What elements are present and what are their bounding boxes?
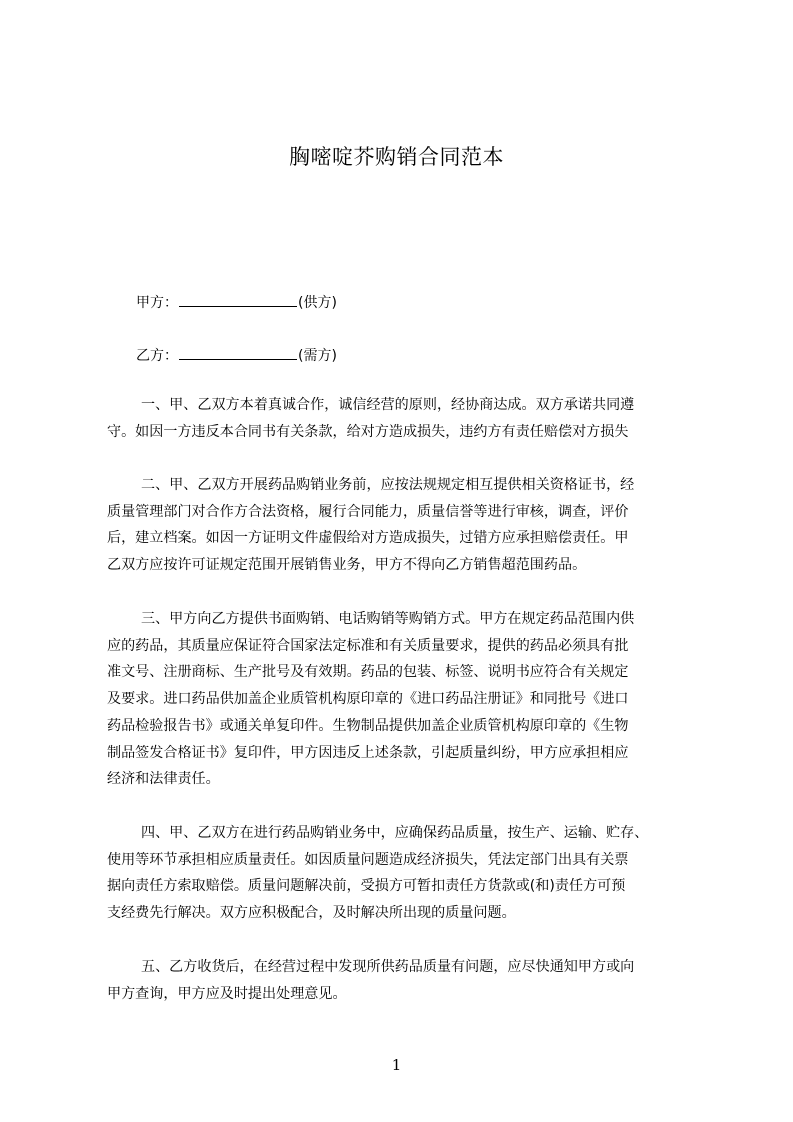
party-a-line — [136, 292, 337, 312]
party-b-blank — [179, 347, 297, 360]
clause-line: 二、甲、乙双方开展药品购销业务前，应按法规规定相互提供相关资格证书，经 — [141, 477, 635, 493]
clause-line: 支经费先行解决。双方应积极配合，及时解决所出现的质量问题。 — [107, 905, 516, 922]
clause-line: 一、甲、乙双方本着真诚合作，诚信经营的原则，经协商达成。双方承诺共同遵 — [141, 397, 635, 413]
page-number: 1 — [391, 1056, 402, 1074]
clause-line: 质量管理部门对合作方合法资格，履行合同能力，质量信誉等进行审核，调查，评价 — [107, 503, 629, 520]
clause-line: 及要求。进口药品供加盖企业质管机构原印章的《进口药品注册证》和同批号《进口 — [107, 691, 629, 708]
clause-line: 四、甲、乙双方在进行药品购销业务中，应确保药品质量，按生产、运输、贮存、 — [141, 825, 649, 841]
clause-line: 据向责任方索取赔偿。质量问题解决前，受损方可暂扣责任方货款或(和)责任方可预 — [107, 878, 626, 895]
party-b-label: 乙方： — [136, 348, 178, 364]
party-a-label: 甲方： — [136, 295, 178, 311]
document-title: 胸嘧啶芥购销合同范本 — [289, 145, 504, 169]
clause-1 — [107, 392, 703, 445]
clause-line: 三、甲方向乙方提供书面购销、电话购销等购销方式。甲方在规定药品范围内供 — [141, 611, 635, 627]
clause-3 — [107, 606, 703, 793]
clause-2 — [107, 472, 703, 579]
clause-line: 五、乙方收货后，在经营过程中发现所供药品质量有问题，应尽快通知甲方或向 — [141, 959, 635, 975]
clause-line: 乙双方应按许可证规定范围开展销售业务，甲方不得向乙方销售超范围药品。 — [107, 557, 587, 574]
clause-line: 制品签发合格证书》复印件，甲方因违反上述条款，引起质量纠纷，甲方应承担相应 — [107, 744, 629, 761]
clause-5 — [107, 954, 703, 1007]
clause-line: 经济和法律责任。 — [107, 771, 220, 788]
clause-line: 应的药品，其质量应保证符合国家法定标准和有关质量要求，提供的药品必须具有批 — [107, 637, 629, 654]
clause-line: 甲方查询，甲方应及时提出处理意见。 — [107, 985, 347, 1002]
clause-4 — [107, 820, 703, 927]
party-a-role: (供方) — [298, 295, 337, 311]
party-b-line — [136, 345, 337, 365]
clause-line: 准文号、注册商标、生产批号及有效期。药品的包装、标签、说明书应符合有关规定 — [107, 664, 629, 681]
clause-line: 药品检验报告书》或通关单复印件。生物制品提供加盖企业质管机构原印章的《生物 — [107, 717, 629, 734]
party-b-role: (需方) — [298, 348, 337, 364]
party-a-blank — [179, 294, 297, 307]
clause-line: 守。如因一方违反本合同书有关条款，给对方造成损失，违约方有责任赔偿对方损失 — [107, 423, 629, 440]
clause-line: 后，建立档案。如因一方证明文件虚假给对方造成损失，过错方应承担赔偿责任。甲 — [107, 530, 629, 547]
clause-line: 使用等环节承担相应质量责任。如因质量问题造成经济损失，凭法定部门出具有关票 — [107, 851, 629, 868]
